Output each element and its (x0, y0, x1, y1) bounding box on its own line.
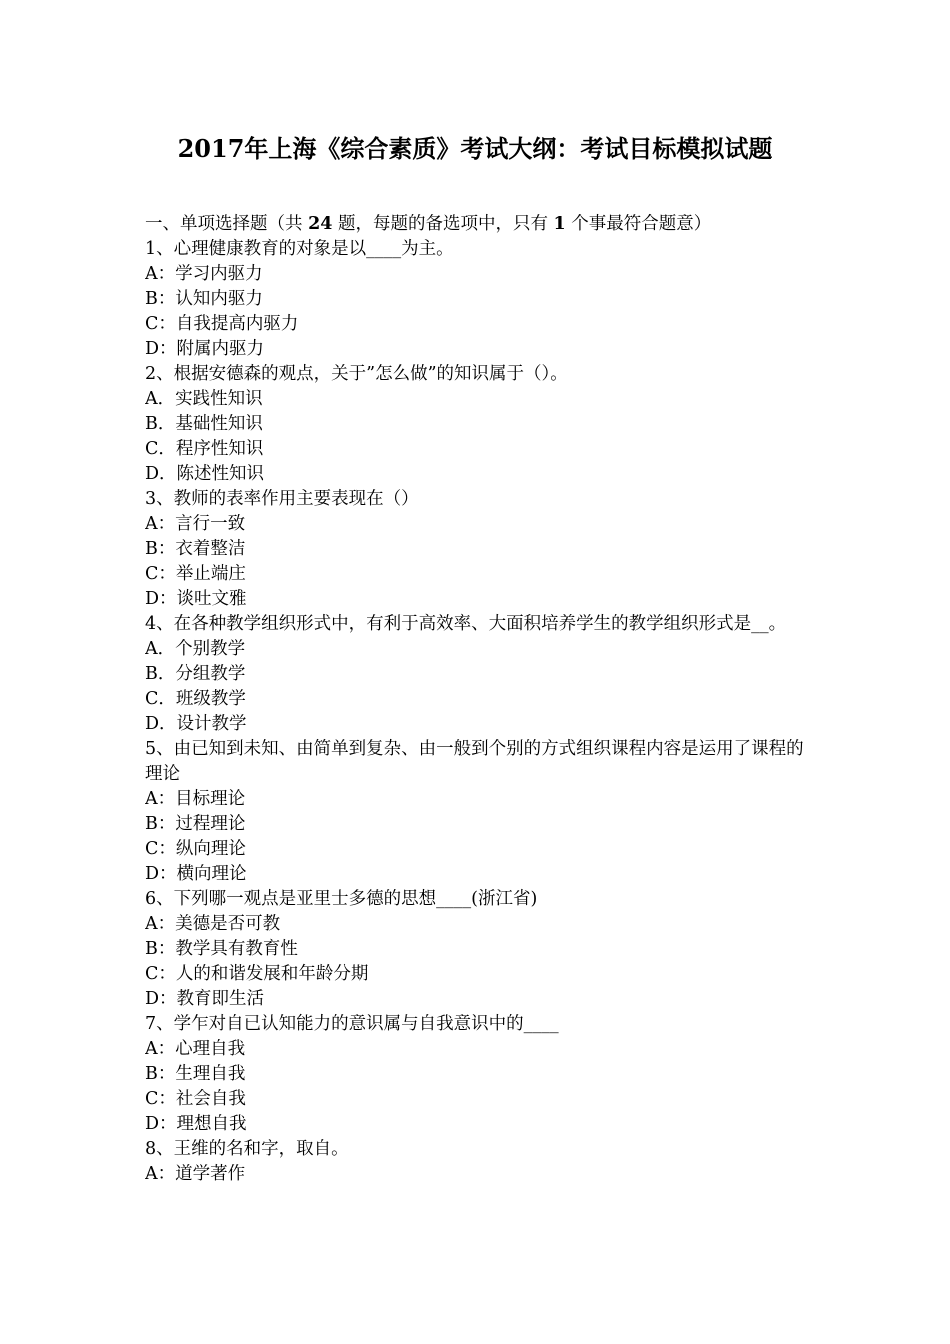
answer-option: A：言行一致 (145, 514, 246, 534)
question-stem: 4、在各种教学组织形式中，有利于高效率、大面积培养学生的教学组织形式是__。 (145, 614, 787, 634)
answer-option: D：附属内驱力 (145, 339, 265, 359)
section-heading-text: 个事最符合题意） (565, 214, 712, 234)
answer-option: D．陈述性知识 (145, 464, 265, 484)
answer-option: B：衣着整洁 (145, 539, 246, 559)
answer-option: B：过程理论 (145, 814, 246, 834)
answer-option: C：举止端庄 (145, 564, 246, 584)
answer-option: B．分组教学 (145, 664, 246, 684)
question-stem: 7、学乍对自已认知能力的意识属与自我意识中的____ (145, 1014, 559, 1034)
answer-option: A：学习内驱力 (145, 264, 263, 284)
answer-option: A：美德是否可教 (145, 914, 281, 934)
question-stem: 1、心理健康教育的对象是以____为主。 (145, 239, 454, 259)
document-body (145, 212, 810, 1187)
answer-option: B．基础性知识 (145, 414, 263, 434)
answer-option: B：教学具有教育性 (145, 939, 298, 959)
question-stem: 2、根据安德森的观点，关于”怎么做”的知识属于（）。 (145, 364, 568, 384)
answer-option: D：教育即生活 (145, 989, 265, 1009)
answer-option: C．班级教学 (145, 689, 246, 709)
answer-count: 1 (553, 214, 566, 234)
answer-option: D．设计教学 (145, 714, 247, 734)
question-stem: 8、王维的名和字，取自。 (145, 1139, 349, 1159)
section-heading-text: 题，每题的备选项中，只有 (332, 214, 554, 234)
answer-option: D：理想自我 (145, 1114, 247, 1134)
answer-option: A：目标理论 (145, 789, 246, 809)
section-heading (145, 212, 810, 237)
answer-option: C：纵向理论 (145, 839, 246, 859)
answer-option: A：道学著作 (145, 1164, 246, 1184)
document-title: 2017年上海《综合素质》考试大纲：考试目标模拟试题 (177, 134, 773, 163)
answer-option: B：认知内驱力 (145, 289, 263, 309)
answer-option: A．个别教学 (145, 639, 246, 659)
answer-option: C：自我提高内驱力 (145, 314, 299, 334)
section-heading-text: 一、单项选择题（共 (145, 214, 309, 234)
answer-option: B：生理自我 (145, 1064, 246, 1084)
answer-option: C：人的和谐发展和年龄分期 (145, 964, 369, 984)
answer-option: C．程序性知识 (145, 439, 264, 459)
question-stem: 5、由已知到未知、由简单到复杂、由一般到个别的方式组织课程内容是运用了课程的理论 (145, 739, 804, 784)
answer-option: A．实践性知识 (145, 389, 263, 409)
answer-option: D：谈吐文雅 (145, 589, 247, 609)
answer-option: C：社会自我 (145, 1089, 246, 1109)
question-count: 24 (308, 214, 333, 234)
question-stem: 6、下列哪一观点是亚里士多德的思想____(浙江省) (145, 889, 538, 909)
answer-option: A：心理自我 (145, 1039, 246, 1059)
answer-option: D：横向理论 (145, 864, 247, 884)
question-stem: 3、教师的表率作用主要表现在（） (145, 489, 419, 509)
